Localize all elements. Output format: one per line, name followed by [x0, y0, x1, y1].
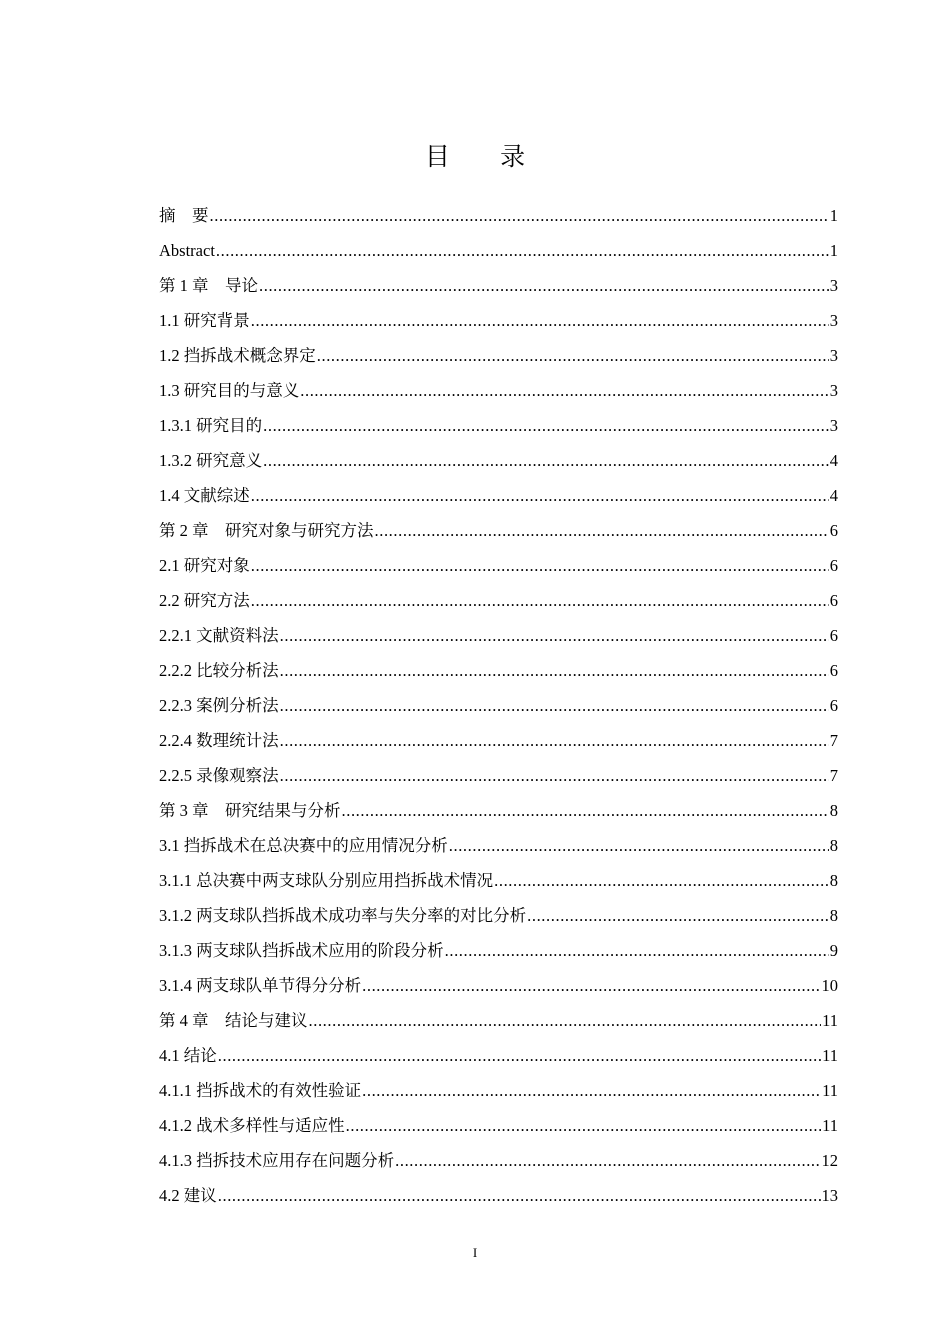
toc-entry[interactable] — [159, 408, 838, 443]
toc-entry-page-number: 6 — [829, 626, 838, 645]
toc-dot-leader — [280, 618, 829, 653]
table-of-contents — [159, 198, 838, 1213]
toc-entry[interactable] — [159, 1038, 838, 1073]
toc-dot-leader — [216, 233, 829, 268]
toc-dot-leader — [362, 968, 820, 1003]
toc-entry-label: 第 2 章 研究对象与研究方法 — [159, 521, 374, 540]
toc-entry-page-number: 4 — [829, 486, 838, 505]
toc-entry-label: 第 4 章 结论与建议 — [159, 1011, 308, 1030]
toc-entry[interactable] — [159, 583, 838, 618]
toc-dot-leader — [251, 303, 829, 338]
toc-entry[interactable] — [159, 968, 838, 1003]
toc-entry-label: 4.1 结论 — [159, 1046, 217, 1065]
toc-entry-label: 第 3 章 研究结果与分析 — [159, 801, 341, 820]
toc-entry-page-number: 7 — [829, 731, 838, 750]
toc-dot-leader — [210, 198, 829, 233]
toc-entry[interactable] — [159, 198, 838, 233]
toc-entry[interactable] — [159, 898, 838, 933]
toc-dot-leader — [445, 933, 829, 968]
toc-entry-label: 2.1 研究对象 — [159, 556, 250, 575]
toc-entry[interactable] — [159, 688, 838, 723]
toc-dot-leader — [346, 1108, 821, 1143]
toc-entry-label: 1.3.2 研究意义 — [159, 451, 263, 470]
toc-entry-page-number: 3 — [829, 346, 838, 365]
toc-title: 目 录 — [424, 144, 548, 171]
toc-entry-page-number: 6 — [829, 696, 838, 715]
toc-entry-label: 3.1.3 两支球队挡拆战术应用的阶段分析 — [159, 941, 444, 960]
toc-dot-leader — [259, 268, 829, 303]
toc-entry-page-number: 8 — [829, 836, 838, 855]
toc-dot-leader — [218, 1038, 821, 1073]
toc-entry-page-number: 8 — [829, 801, 838, 820]
toc-entry-label: 2.2.3 案例分析法 — [159, 696, 279, 715]
toc-entry-label: 2.2.5 录像观察法 — [159, 766, 279, 785]
toc-dot-leader — [280, 758, 829, 793]
toc-entry-page-number: 6 — [829, 556, 838, 575]
toc-entry-label: 2.2.1 文献资料法 — [159, 626, 279, 645]
toc-entry[interactable] — [159, 1178, 838, 1213]
toc-entry[interactable] — [159, 478, 838, 513]
toc-entry-label: 1.4 文献综述 — [159, 486, 250, 505]
toc-entry-label: 1.3.1 研究目的 — [159, 416, 263, 435]
page-number: I — [472, 1245, 478, 1260]
toc-entry-page-number: 9 — [829, 941, 838, 960]
toc-dot-leader — [251, 478, 829, 513]
toc-entry-label: 1.1 研究背景 — [159, 311, 250, 330]
toc-entry[interactable] — [159, 933, 838, 968]
toc-dot-leader — [527, 898, 829, 933]
toc-entry-page-number: 8 — [829, 871, 838, 890]
toc-entry-page-number: 1 — [829, 206, 838, 225]
toc-entry[interactable] — [159, 723, 838, 758]
toc-entry[interactable] — [159, 828, 838, 863]
toc-entry[interactable] — [159, 1003, 838, 1038]
toc-dot-leader — [263, 408, 829, 443]
toc-entry-page-number: 6 — [829, 661, 838, 680]
toc-entry-label: 第 1 章 导论 — [159, 276, 258, 295]
toc-entry-label: 2.2 研究方法 — [159, 591, 250, 610]
toc-entry[interactable] — [159, 233, 838, 268]
toc-entry-page-number: 7 — [829, 766, 838, 785]
toc-dot-leader — [449, 828, 829, 863]
toc-entry-page-number: 8 — [829, 906, 838, 925]
toc-dot-leader — [362, 1073, 821, 1108]
toc-entry-page-number: 6 — [829, 521, 838, 540]
toc-entry-label: 4.1.1 挡拆战术的有效性验证 — [159, 1081, 362, 1100]
toc-entry[interactable] — [159, 863, 838, 898]
toc-entry[interactable] — [159, 548, 838, 583]
toc-entry[interactable] — [159, 758, 838, 793]
toc-entry[interactable] — [159, 513, 838, 548]
toc-entry-page-number: 4 — [829, 451, 838, 470]
toc-entry-label: 2.2.2 比较分析法 — [159, 661, 279, 680]
toc-dot-leader — [309, 1003, 822, 1038]
toc-entry-label: 摘 要 — [159, 206, 209, 225]
toc-entry-label: 3.1.2 两支球队挡拆战术成功率与失分率的对比分析 — [159, 906, 527, 925]
toc-entry[interactable] — [159, 443, 838, 478]
toc-dot-leader — [251, 583, 829, 618]
toc-entry[interactable] — [159, 793, 838, 828]
toc-entry-page-number: 3 — [829, 416, 838, 435]
toc-dot-leader — [300, 373, 829, 408]
toc-entry-label: 1.3 研究目的与意义 — [159, 381, 300, 400]
toc-entry-page-number: 12 — [821, 1151, 838, 1170]
toc-entry-page-number: 13 — [821, 1186, 838, 1205]
toc-entry-label: 4.1.3 挡拆技术应用存在问题分析 — [159, 1151, 395, 1170]
toc-entry[interactable] — [159, 653, 838, 688]
toc-entry[interactable] — [159, 1108, 838, 1143]
toc-entry-page-number: 3 — [829, 276, 838, 295]
toc-entry-label: 3.1.4 两支球队单节得分分析 — [159, 976, 362, 995]
toc-entry[interactable] — [159, 1073, 838, 1108]
toc-dot-leader — [395, 1143, 820, 1178]
toc-entry-label: Abstract — [159, 241, 215, 260]
toc-dot-leader — [317, 338, 829, 373]
toc-entry[interactable] — [159, 303, 838, 338]
toc-entry[interactable] — [159, 373, 838, 408]
toc-entry-page-number: 11 — [822, 1011, 838, 1030]
toc-entry-page-number: 3 — [829, 311, 838, 330]
toc-dot-leader — [263, 443, 829, 478]
toc-entry[interactable] — [159, 268, 838, 303]
toc-dot-leader — [342, 793, 829, 828]
toc-entry-label: 2.2.4 数理统计法 — [159, 731, 279, 750]
toc-dot-leader — [280, 653, 829, 688]
toc-entry-label: 1.2 挡拆战术概念界定 — [159, 346, 316, 365]
toc-entry-label: 3.1 挡拆战术在总决赛中的应用情况分析 — [159, 836, 448, 855]
toc-entry-page-number: 3 — [829, 381, 838, 400]
toc-entry[interactable] — [159, 338, 838, 373]
toc-entry-label: 4.1.2 战术多样性与适应性 — [159, 1116, 345, 1135]
toc-entry[interactable] — [159, 1143, 838, 1178]
toc-dot-leader — [494, 863, 829, 898]
toc-entry[interactable] — [159, 618, 838, 653]
toc-entry-page-number: 1 — [829, 241, 838, 260]
toc-entry-page-number: 10 — [821, 976, 838, 995]
toc-dot-leader — [280, 688, 829, 723]
toc-entry-page-number: 11 — [822, 1116, 838, 1135]
toc-entry-page-number: 11 — [822, 1081, 838, 1100]
toc-dot-leader — [280, 723, 829, 758]
toc-dot-leader — [251, 548, 829, 583]
toc-entry-page-number: 11 — [822, 1046, 838, 1065]
toc-dot-leader — [218, 1178, 821, 1213]
toc-entry-label: 3.1.1 总决赛中两支球队分别应用挡拆战术情况 — [159, 871, 494, 890]
toc-dot-leader — [375, 513, 829, 548]
toc-entry-label: 4.2 建议 — [159, 1186, 217, 1205]
toc-entry-page-number: 6 — [829, 591, 838, 610]
